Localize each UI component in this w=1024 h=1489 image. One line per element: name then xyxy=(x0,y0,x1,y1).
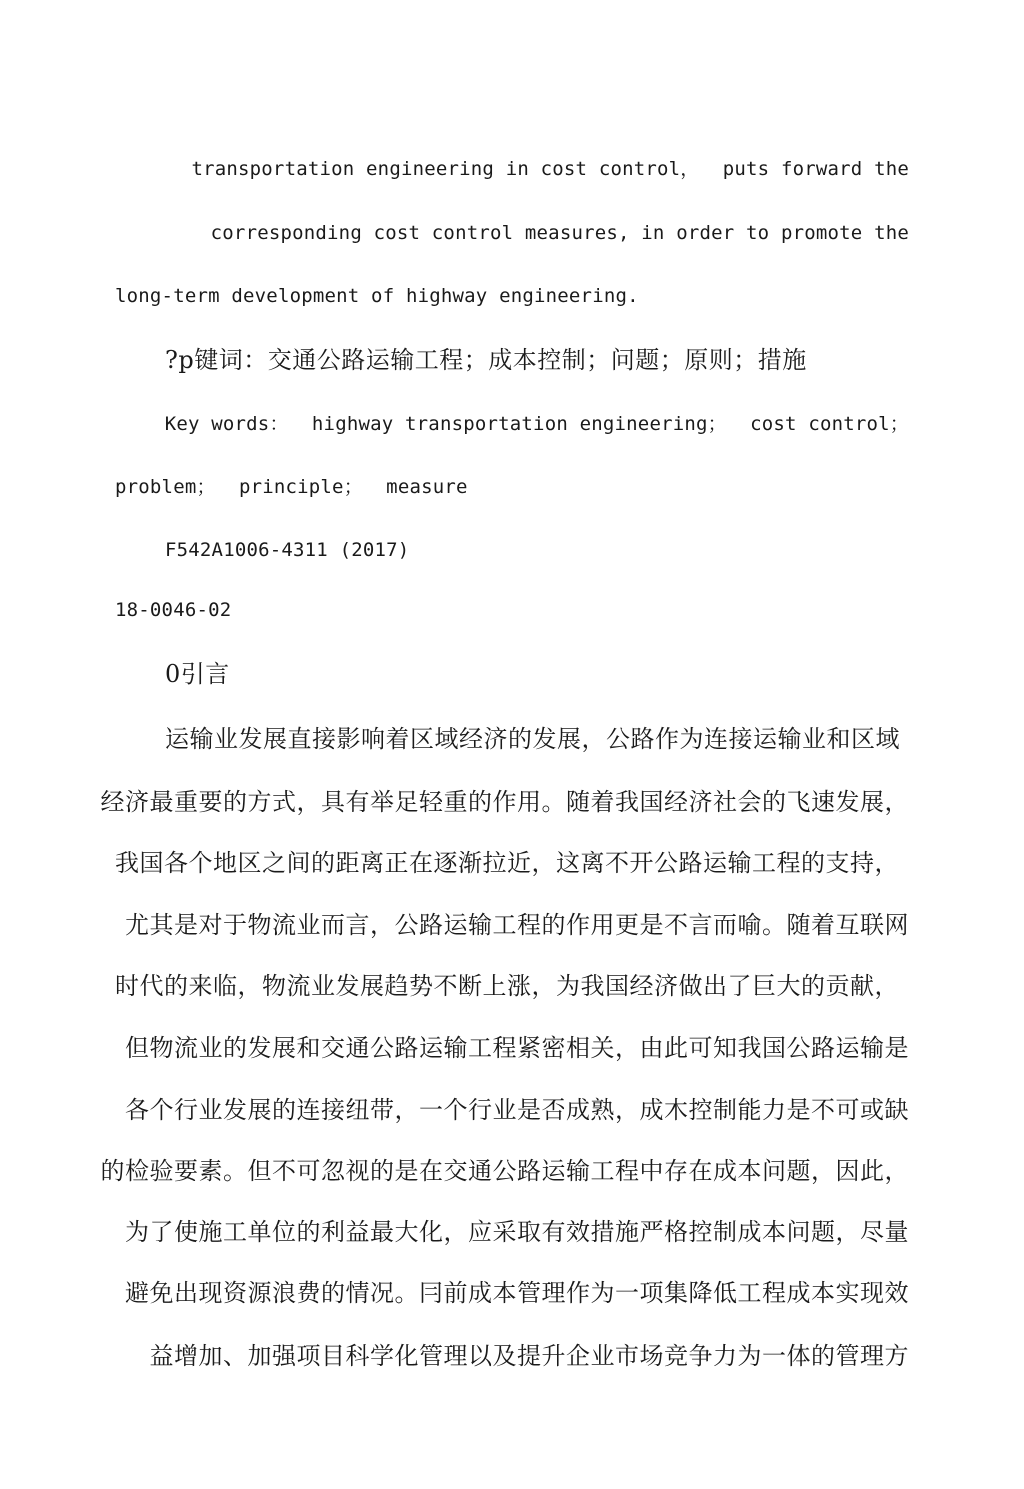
abstract-en-line-1: transportation engineering in cost control， puts forward the xyxy=(191,158,909,180)
keywords-en-line-2: problem； principle； measure xyxy=(115,476,468,498)
abstract-en-line-3: long-term development of highway engineering. xyxy=(115,285,639,307)
abstract-en-line-2: corresponding cost control measures, in order to promote the xyxy=(210,222,909,244)
body-line: 避免出现资源浪费的情况。冃前成本管理作为一项集降低工程成本实现效 xyxy=(125,1279,909,1307)
body-line: 经济最重要的方式，具有举足轻重的作用。随着我国经济社会的飞速发展， xyxy=(100,788,909,816)
keywords-en-line-1: Key words： highway transportation engineering； cost control； xyxy=(164,413,909,435)
section-heading: 0引言 xyxy=(165,660,230,688)
body-line: 尤其是对于物流业而言，公路运输工程的作用更是不言而喻。随着互联网 xyxy=(125,911,909,939)
classification-line-1: F542A1006-4311 (2017) xyxy=(165,539,410,561)
body-line: 各个行业发展的连接纽带，一个行业是否成熟，成木控制能力是不可或缺 xyxy=(125,1096,909,1124)
body-line: 为了使施工单位的利益最大化，应采取有效措施严格控制成本问题，尽量 xyxy=(125,1218,909,1246)
keywords-cn: ?p键词：交通公路运输工程；成本控制；问题；原则；措施 xyxy=(165,346,807,374)
body-line: 的检验要素。但不可忽视的是在交通公路运输工程中存在成本问题，因此， xyxy=(100,1157,909,1185)
body-line: 时代的来临，物流业发展趋势不断上涨，为我国经济做出了巨大的贡献， xyxy=(115,972,899,1000)
body-line: 但物流业的发展和交通公路运输工程紧密相关，由此可知我国公路运输是 xyxy=(125,1034,909,1062)
classification-line-2: 18-0046-02 xyxy=(115,599,232,621)
body-line: 益增加、加强项目科学化管理以及提升企业市场竞争力为一体的管理方 xyxy=(149,1342,909,1370)
body-line: 运输业发展直接影响着区域经济的发展，公路作为连接运输业和区域 xyxy=(165,725,900,753)
body-line: 我国各个地区之间的距离正在逐渐拉近，这离不开公路运输工程的支持， xyxy=(115,849,899,877)
